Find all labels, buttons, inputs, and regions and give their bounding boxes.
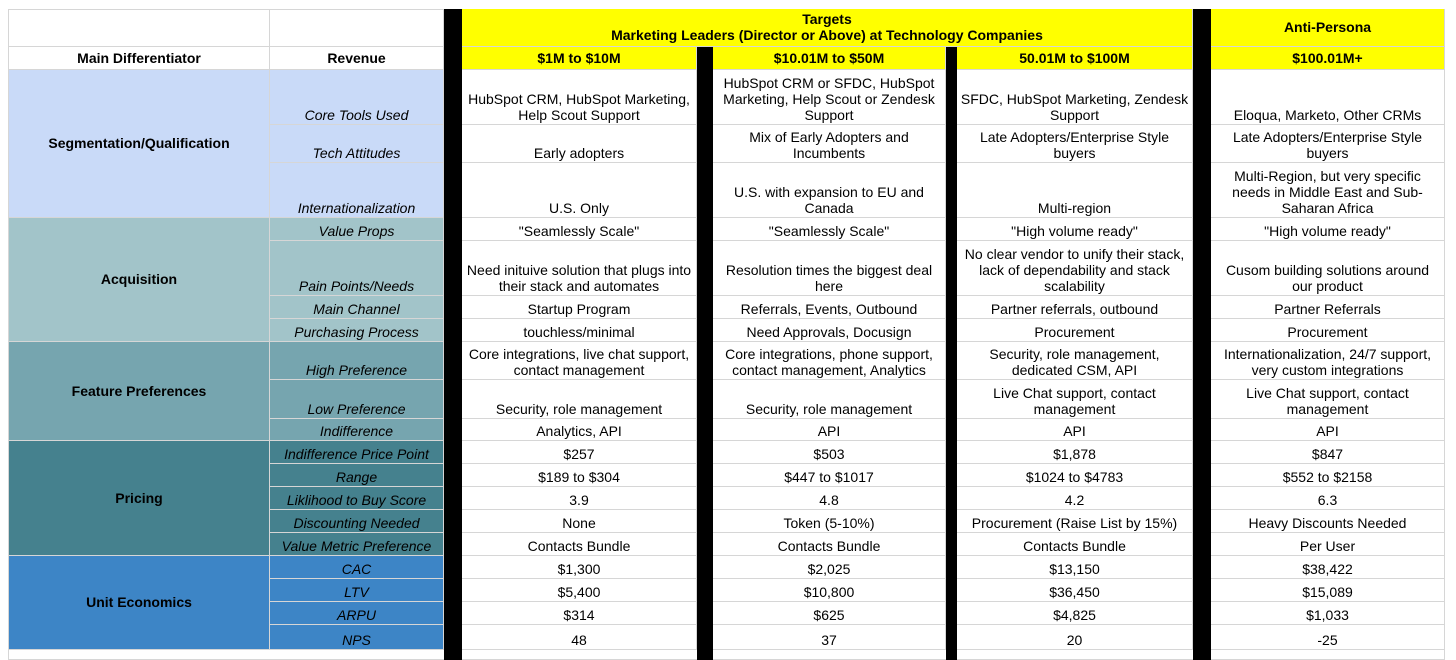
cell-arpu-col4: $1,033 bbox=[1211, 602, 1445, 625]
revenue-band-3: 50.01M to $100M bbox=[957, 47, 1193, 70]
category-feature-preferences: Feature Preferences bbox=[8, 342, 270, 441]
cell-value-metric-preference-col4: Per User bbox=[1211, 533, 1445, 556]
cell-pain-points-needs-col3: No clear vendor to unify their stack, lack of dependability and stack scalability bbox=[957, 241, 1193, 296]
cell-cac-col4: $38,422 bbox=[1211, 556, 1445, 579]
row-label-indifference: Indifference bbox=[270, 419, 444, 441]
cell-nps-col2: 37 bbox=[713, 625, 946, 650]
divider-bar-3 bbox=[946, 47, 957, 660]
targets-title: Targets bbox=[802, 11, 852, 27]
cell-liklihood-to-buy-score-col4: 6.3 bbox=[1211, 487, 1445, 510]
cell-value-props-col1: "Seamlessly Scale" bbox=[462, 218, 697, 241]
divider-bar-2 bbox=[697, 47, 713, 660]
divider-bar-4 bbox=[1193, 9, 1211, 660]
divider-bar-1 bbox=[444, 9, 462, 660]
cell-low-preference-col2: Security, role management bbox=[713, 380, 946, 419]
row-label-ltv: LTV bbox=[270, 579, 444, 602]
revenue-header: Revenue bbox=[270, 47, 444, 70]
row-label-internationalization: Internationalization bbox=[270, 163, 444, 218]
cell-pain-points-needs-col4: Cusom building solutions around our product bbox=[1211, 241, 1445, 296]
cell-indifference-col1: Analytics, API bbox=[462, 419, 697, 441]
revenue-band-2: $10.01M to $50M bbox=[713, 47, 946, 70]
cell-discounting-needed-col3: Procurement (Raise List by 15%) bbox=[957, 510, 1193, 533]
row-label-discounting-needed: Discounting Needed bbox=[270, 510, 444, 533]
cell-core-tools-used-col1: HubSpot CRM, HubSpot Marketing, Help Scout Support bbox=[462, 70, 697, 125]
cell-main-channel-col4: Partner Referrals bbox=[1211, 296, 1445, 319]
category-pricing: Pricing bbox=[8, 441, 270, 556]
targets-subtitle: Marketing Leaders (Director or Above) at Technology Companies bbox=[611, 27, 1043, 43]
cell-indifference-col2: API bbox=[713, 419, 946, 441]
revenue-band-1: $1M to $10M bbox=[462, 47, 697, 70]
cell-arpu-col2: $625 bbox=[713, 602, 946, 625]
main-differentiator-header: Main Differentiator bbox=[8, 47, 270, 70]
cell-indifference-price-point-col4: $847 bbox=[1211, 441, 1445, 464]
row-label-value-props: Value Props bbox=[270, 218, 444, 241]
blank-bottom-row bbox=[8, 650, 1445, 660]
cell-purchasing-process-col4: Procurement bbox=[1211, 319, 1445, 342]
cell-liklihood-to-buy-score-col1: 3.9 bbox=[462, 487, 697, 510]
header-blank-2 bbox=[270, 9, 444, 47]
cell-nps-col3: 20 bbox=[957, 625, 1193, 650]
cell-tech-attitudes-col3: Late Adopters/Enterprise Style buyers bbox=[957, 125, 1193, 163]
cell-ltv-col1: $5,400 bbox=[462, 579, 697, 602]
category-segmentation: Segmentation/Qualification bbox=[8, 70, 270, 218]
cell-high-preference-col2: Core integrations, phone support, contact management, Analytics bbox=[713, 342, 946, 380]
cell-core-tools-used-col4: Eloqua, Marketo, Other CRMs bbox=[1211, 70, 1445, 125]
cell-arpu-col1: $314 bbox=[462, 602, 697, 625]
targets-header bbox=[462, 9, 1193, 47]
cell-high-preference-col3: Security, role management, dedicated CSM, API bbox=[957, 342, 1193, 380]
row-label-range: Range bbox=[270, 464, 444, 487]
row-label-pain-points-needs: Pain Points/Needs bbox=[270, 241, 444, 296]
cell-discounting-needed-col2: Token (5-10%) bbox=[713, 510, 946, 533]
row-label-low-preference: Low Preference bbox=[270, 380, 444, 419]
cell-low-preference-col1: Security, role management bbox=[462, 380, 697, 419]
anti-persona-header: Anti-Persona bbox=[1211, 9, 1445, 47]
cell-value-props-col2: "Seamlessly Scale" bbox=[713, 218, 946, 241]
cell-main-channel-col2: Referrals, Events, Outbound bbox=[713, 296, 946, 319]
cell-pain-points-needs-col2: Resolution times the biggest deal here bbox=[713, 241, 946, 296]
cell-nps-col1: 48 bbox=[462, 625, 697, 650]
cell-discounting-needed-col4: Heavy Discounts Needed bbox=[1211, 510, 1445, 533]
cell-tech-attitudes-col1: Early adopters bbox=[462, 125, 697, 163]
cell-internationalization-col3: Multi-region bbox=[957, 163, 1193, 218]
cell-indifference-col3: API bbox=[957, 419, 1193, 441]
row-label-indifference-price-point: Indifference Price Point bbox=[270, 441, 444, 464]
cell-value-metric-preference-col3: Contacts Bundle bbox=[957, 533, 1193, 556]
cell-range-col1: $189 to $304 bbox=[462, 464, 697, 487]
row-label-cac: CAC bbox=[270, 556, 444, 579]
cell-core-tools-used-col2: HubSpot CRM or SFDC, HubSpot Marketing, Help Scout or Zendesk Support bbox=[713, 70, 946, 125]
row-label-tech-attitudes: Tech Attitudes bbox=[270, 125, 444, 163]
cell-indifference-price-point-col2: $503 bbox=[713, 441, 946, 464]
cell-liklihood-to-buy-score-col3: 4.2 bbox=[957, 487, 1193, 510]
cell-low-preference-col4: Live Chat support, contact management bbox=[1211, 380, 1445, 419]
cell-main-channel-col3: Partner referrals, outbound bbox=[957, 296, 1193, 319]
cell-ltv-col3: $36,450 bbox=[957, 579, 1193, 602]
cell-value-metric-preference-col1: Contacts Bundle bbox=[462, 533, 697, 556]
cell-indifference-col4: API bbox=[1211, 419, 1445, 441]
cell-range-col4: $552 to $2158 bbox=[1211, 464, 1445, 487]
cell-ltv-col2: $10,800 bbox=[713, 579, 946, 602]
row-label-purchasing-process: Purchasing Process bbox=[270, 319, 444, 342]
cell-core-tools-used-col3: SFDC, HubSpot Marketing, Zendesk Support bbox=[957, 70, 1193, 125]
row-label-liklihood-to-buy-score: Liklihood to Buy Score bbox=[270, 487, 444, 510]
cell-internationalization-col4: Multi-Region, but very specific needs in Middle East and Sub-Saharan Africa bbox=[1211, 163, 1445, 218]
cell-ltv-col4: $15,089 bbox=[1211, 579, 1445, 602]
cell-indifference-price-point-col3: $1,878 bbox=[957, 441, 1193, 464]
cell-discounting-needed-col1: None bbox=[462, 510, 697, 533]
row-label-core-tools-used: Core Tools Used bbox=[270, 70, 444, 125]
cell-pain-points-needs-col1: Need inituive solution that plugs into their stack and automates bbox=[462, 241, 697, 296]
row-label-value-metric-preference: Value Metric Preference bbox=[270, 533, 444, 556]
cell-internationalization-col2: U.S. with expansion to EU and Canada bbox=[713, 163, 946, 218]
cell-cac-col1: $1,300 bbox=[462, 556, 697, 579]
cell-liklihood-to-buy-score-col2: 4.8 bbox=[713, 487, 946, 510]
cell-range-col2: $447 to $1017 bbox=[713, 464, 946, 487]
cell-purchasing-process-col2: Need Approvals, Docusign bbox=[713, 319, 946, 342]
row-label-nps: NPS bbox=[270, 625, 444, 650]
cell-cac-col2: $2,025 bbox=[713, 556, 946, 579]
row-label-main-channel: Main Channel bbox=[270, 296, 444, 319]
cell-purchasing-process-col3: Procurement bbox=[957, 319, 1193, 342]
cell-indifference-price-point-col1: $257 bbox=[462, 441, 697, 464]
cell-value-props-col4: "High volume ready" bbox=[1211, 218, 1445, 241]
cell-tech-attitudes-col2: Mix of Early Adopters and Incumbents bbox=[713, 125, 946, 163]
cell-low-preference-col3: Live Chat support, contact management bbox=[957, 380, 1193, 419]
category-acquisition: Acquisition bbox=[8, 218, 270, 342]
category-unit-economics: Unit Economics bbox=[8, 556, 270, 650]
cell-range-col3: $1024 to $4783 bbox=[957, 464, 1193, 487]
revenue-band-4: $100.01M+ bbox=[1211, 47, 1445, 70]
cell-internationalization-col1: U.S. Only bbox=[462, 163, 697, 218]
cell-main-channel-col1: Startup Program bbox=[462, 296, 697, 319]
cell-value-metric-preference-col2: Contacts Bundle bbox=[713, 533, 946, 556]
cell-purchasing-process-col1: touchless/minimal bbox=[462, 319, 697, 342]
row-label-arpu: ARPU bbox=[270, 602, 444, 625]
cell-nps-col4: -25 bbox=[1211, 625, 1445, 650]
header-blank-1 bbox=[8, 9, 270, 47]
cell-arpu-col3: $4,825 bbox=[957, 602, 1193, 625]
cell-value-props-col3: "High volume ready" bbox=[957, 218, 1193, 241]
cell-tech-attitudes-col4: Late Adopters/Enterprise Style buyers bbox=[1211, 125, 1445, 163]
cell-high-preference-col4: Internationalization, 24/7 support, very custom integrations bbox=[1211, 342, 1445, 380]
row-label-high-preference: High Preference bbox=[270, 342, 444, 380]
cell-high-preference-col1: Core integrations, live chat support, contact management bbox=[462, 342, 697, 380]
cell-cac-col3: $13,150 bbox=[957, 556, 1193, 579]
